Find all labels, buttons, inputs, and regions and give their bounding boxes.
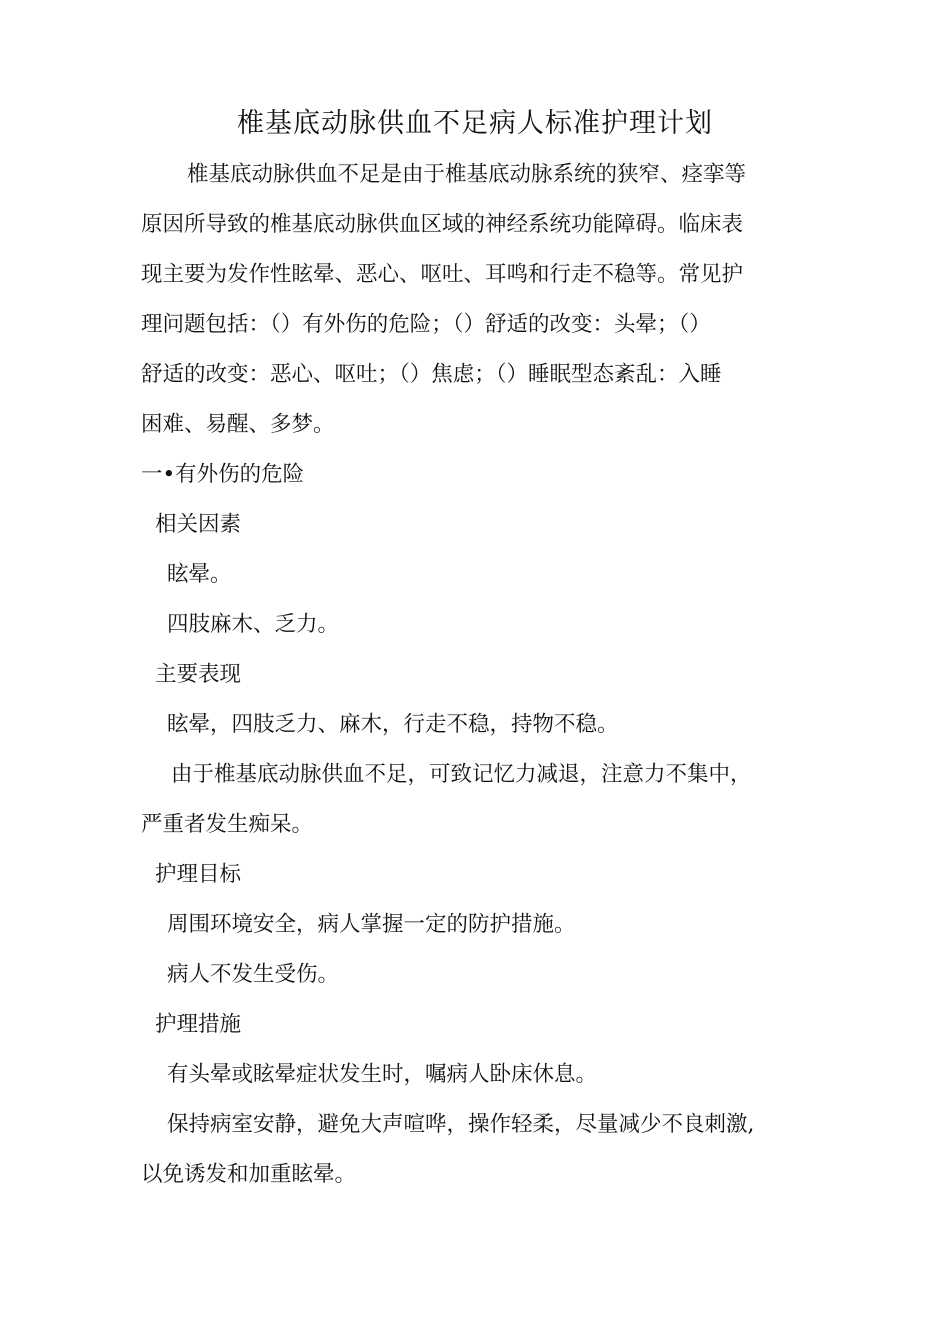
goals-heading: 护理目标 [155, 862, 242, 887]
document-title: 椎基底动脉供血不足病人标准护理计划 [237, 108, 713, 139]
document-body [141, 150, 809, 1200]
intro-line-1: 椎基底动脉供血不足是由于椎基底动脉系统的狭窄、痉挛等 [187, 162, 747, 187]
intro-line-5: 舒适的改变：恶心、呕吐；（）焦虑；（）睡眠型态紊乱：入睡 [141, 362, 722, 387]
measure-item-2-line-2: 以免诱发和加重眩晕。 [141, 1162, 357, 1187]
intro-line-6: 困难、易醒、多梦。 [141, 412, 335, 437]
manifestations-heading: 主要表现 [155, 662, 242, 687]
intro-line-3: 现主要为发作性眩晕、恶心、呕吐、耳鸣和行走不稳等。常见护 [141, 262, 744, 287]
factor-item-1: 眩晕。 [167, 562, 232, 587]
measure-item-1: 有头晕或眩晕症状发生时，嘱病人卧床休息。 [167, 1062, 598, 1087]
intro-line-4: 理问题包括：（）有外伤的危险；（）舒适的改变：头晕；（） [141, 312, 711, 337]
manifestation-item-2-line-1: 由于椎基底动脉供血不足，可致记忆力减退，注意力不集中， [171, 762, 752, 787]
section-heading: 一•有外伤的危险 [141, 462, 305, 487]
measure-item-2-line-1: 保持病室安静，避免大声喧哗，操作轻柔，尽量减少不良刺激, [167, 1112, 755, 1137]
factor-item-2: 四肢麻木、乏力。 [167, 612, 340, 637]
goal-item-2: 病人不发生受伤。 [167, 962, 340, 987]
goal-item-1: 周围环境安全，病人掌握一定的防护措施。 [167, 912, 576, 937]
factors-heading: 相关因素 [155, 512, 242, 537]
measures-heading: 护理措施 [155, 1012, 242, 1037]
manifestation-item-2-line-2: 严重者发生痴呆。 [141, 812, 314, 837]
intro-line-2: 原因所导致的椎基底动脉供血区域的神经系统功能障碍。临床表 [141, 212, 744, 237]
manifestation-item-1: 眩晕，四肢乏力、麻木，行走不稳，持物不稳。 [167, 712, 619, 737]
